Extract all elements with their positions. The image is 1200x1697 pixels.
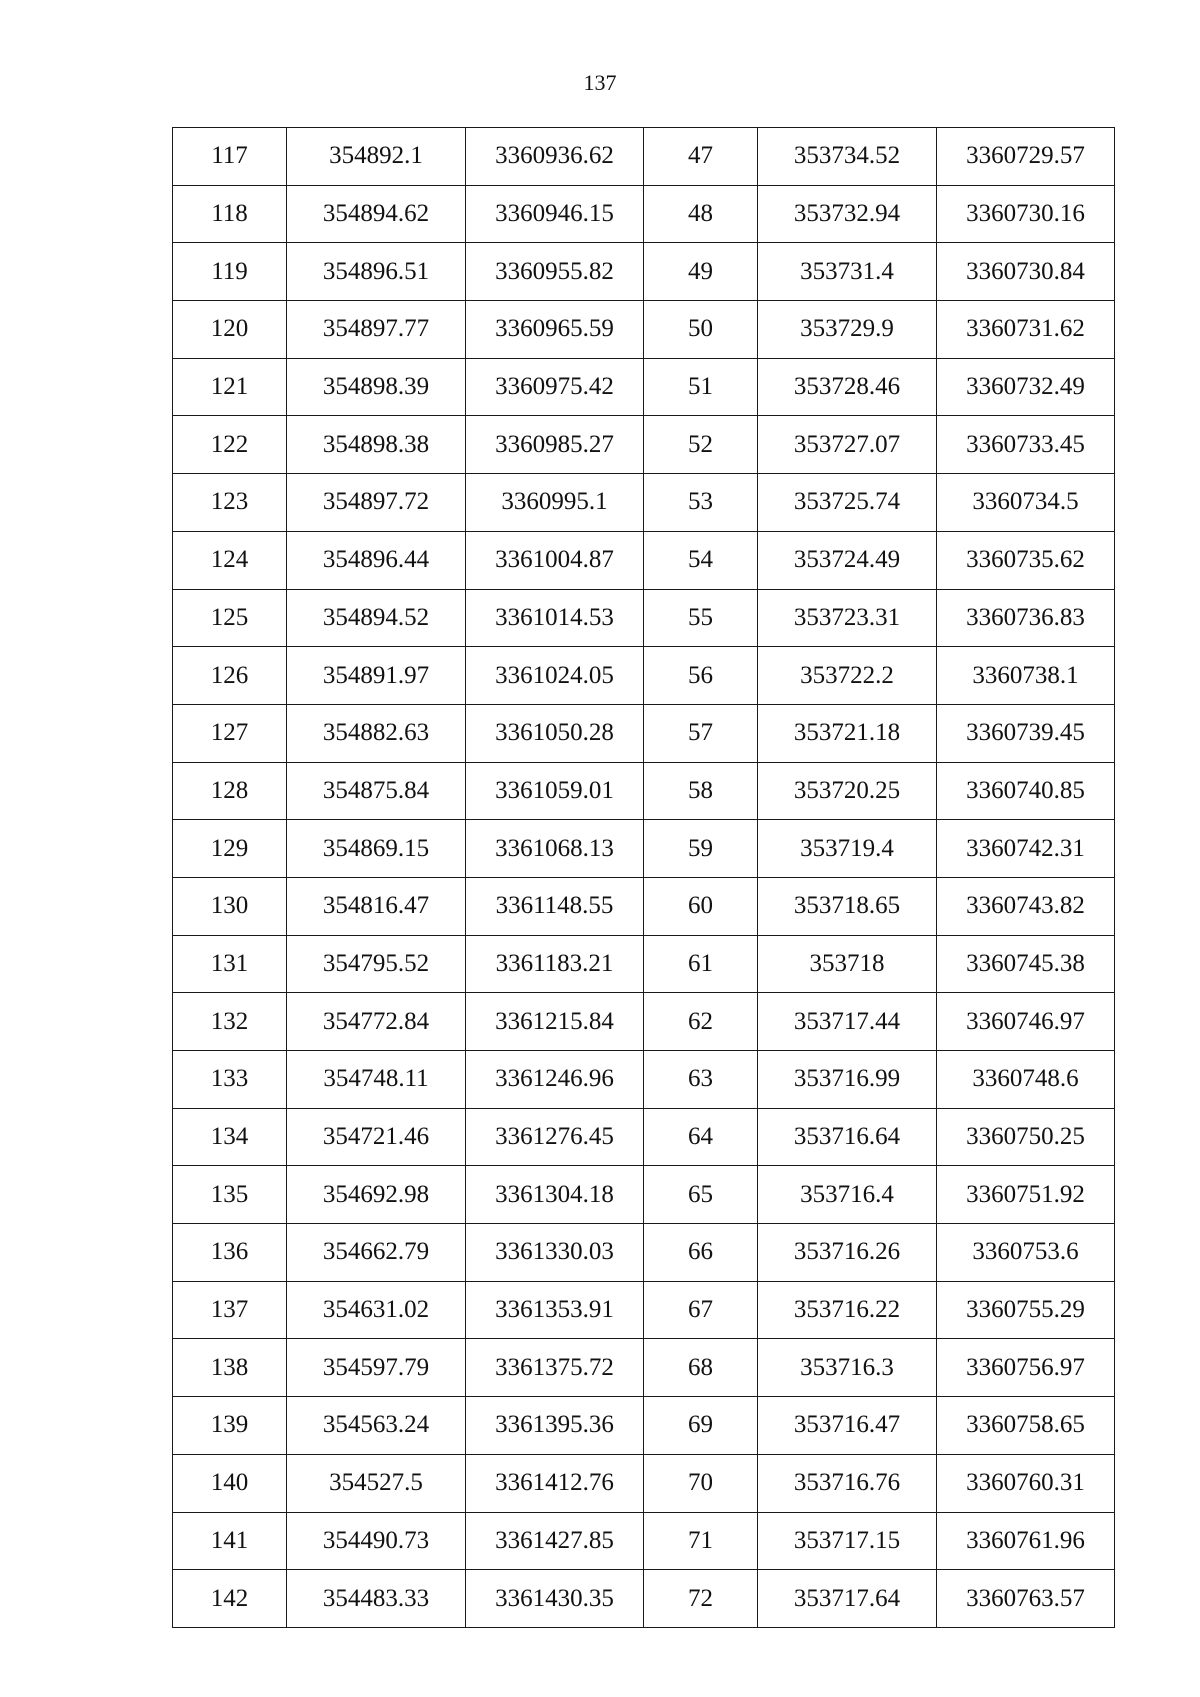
y-coord-right-cell: 3360760.31 [937,1454,1115,1512]
y-coord-left-cell: 3361375.72 [466,1339,644,1397]
y-coord-right-cell: 3360736.83 [937,589,1115,647]
x-coord-right-cell: 353722.2 [758,647,937,705]
x-coord-left-cell: 354692.98 [287,1166,466,1224]
y-coord-left-cell: 3361430.35 [466,1570,644,1628]
y-coord-right-cell: 3360738.1 [937,647,1115,705]
y-coord-left-cell: 3361412.76 [466,1454,644,1512]
point-id-right-cell: 64 [644,1108,758,1166]
x-coord-right-cell: 353716.22 [758,1281,937,1339]
y-coord-left-cell: 3360936.62 [466,128,644,186]
point-id-right-cell: 58 [644,762,758,820]
x-coord-left-cell: 354721.46 [287,1108,466,1166]
x-coord-right-cell: 353716.3 [758,1339,937,1397]
y-coord-left-cell: 3361330.03 [466,1224,644,1282]
table-row [173,704,1115,762]
y-coord-left-cell: 3361024.05 [466,647,644,705]
y-coord-right-cell: 3360753.6 [937,1224,1115,1282]
point-id-left-cell: 126 [173,647,287,705]
x-coord-left-cell: 354897.77 [287,301,466,359]
y-coord-right-cell: 3360755.29 [937,1281,1115,1339]
table-row [173,877,1115,935]
point-id-left-cell: 134 [173,1108,287,1166]
table-row [173,589,1115,647]
x-coord-left-cell: 354894.62 [287,185,466,243]
y-coord-left-cell: 3360995.1 [466,474,644,532]
table-row [173,358,1115,416]
x-coord-left-cell: 354662.79 [287,1224,466,1282]
point-id-right-cell: 61 [644,935,758,993]
y-coord-left-cell: 3361215.84 [466,993,644,1051]
point-id-right-cell: 63 [644,1051,758,1109]
point-id-right-cell: 65 [644,1166,758,1224]
point-id-left-cell: 141 [173,1512,287,1570]
x-coord-left-cell: 354772.84 [287,993,466,1051]
table-row [173,762,1115,820]
x-coord-left-cell: 354483.33 [287,1570,466,1628]
table-row [173,243,1115,301]
x-coord-right-cell: 353716.76 [758,1454,937,1512]
y-coord-right-cell: 3360732.49 [937,358,1115,416]
point-id-left-cell: 137 [173,1281,287,1339]
point-id-left-cell: 132 [173,993,287,1051]
x-coord-left-cell: 354869.15 [287,820,466,878]
x-coord-right-cell: 353719.4 [758,820,937,878]
x-coord-right-cell: 353721.18 [758,704,937,762]
y-coord-left-cell: 3360946.15 [466,185,644,243]
table-row [173,993,1115,1051]
x-coord-left-cell: 354527.5 [287,1454,466,1512]
y-coord-right-cell: 3360730.16 [937,185,1115,243]
y-coord-right-cell: 3360742.31 [937,820,1115,878]
x-coord-right-cell: 353723.31 [758,589,937,647]
point-id-right-cell: 66 [644,1224,758,1282]
y-coord-right-cell: 3360746.97 [937,993,1115,1051]
point-id-left-cell: 124 [173,531,287,589]
point-id-right-cell: 56 [644,647,758,705]
coordinate-table-body [173,128,1115,1628]
table-row [173,301,1115,359]
y-coord-right-cell: 3360758.65 [937,1397,1115,1455]
y-coord-right-cell: 3360729.57 [937,128,1115,186]
x-coord-left-cell: 354896.44 [287,531,466,589]
coordinate-table [172,127,1115,1628]
y-coord-left-cell: 3361068.13 [466,820,644,878]
y-coord-left-cell: 3361304.18 [466,1166,644,1224]
point-id-left-cell: 125 [173,589,287,647]
x-coord-right-cell: 353716.99 [758,1051,937,1109]
table-row [173,531,1115,589]
table-row [173,1224,1115,1282]
point-id-left-cell: 131 [173,935,287,993]
table-row [173,1454,1115,1512]
x-coord-right-cell: 353727.07 [758,416,937,474]
page-number: 137 [583,70,617,95]
point-id-left-cell: 128 [173,762,287,820]
table-row [173,1397,1115,1455]
x-coord-left-cell: 354898.38 [287,416,466,474]
x-coord-right-cell: 353729.9 [758,301,937,359]
y-coord-right-cell: 3360743.82 [937,877,1115,935]
y-coord-right-cell: 3360763.57 [937,1570,1115,1628]
table-row [173,185,1115,243]
y-coord-right-cell: 3360733.45 [937,416,1115,474]
point-id-left-cell: 121 [173,358,287,416]
point-id-left-cell: 139 [173,1397,287,1455]
x-coord-right-cell: 353725.74 [758,474,937,532]
y-coord-left-cell: 3361276.45 [466,1108,644,1166]
point-id-left-cell: 119 [173,243,287,301]
x-coord-right-cell: 353716.47 [758,1397,937,1455]
point-id-right-cell: 62 [644,993,758,1051]
x-coord-right-cell: 353717.44 [758,993,937,1051]
point-id-right-cell: 68 [644,1339,758,1397]
x-coord-left-cell: 354631.02 [287,1281,466,1339]
x-coord-left-cell: 354891.97 [287,647,466,705]
point-id-left-cell: 127 [173,704,287,762]
point-id-left-cell: 120 [173,301,287,359]
x-coord-left-cell: 354563.24 [287,1397,466,1455]
table-row [173,1166,1115,1224]
point-id-right-cell: 59 [644,820,758,878]
point-id-right-cell: 51 [644,358,758,416]
point-id-right-cell: 57 [644,704,758,762]
y-coord-left-cell: 3361059.01 [466,762,644,820]
y-coord-left-cell: 3361395.36 [466,1397,644,1455]
x-coord-left-cell: 354894.52 [287,589,466,647]
x-coord-left-cell: 354597.79 [287,1339,466,1397]
y-coord-left-cell: 3360975.42 [466,358,644,416]
table-row [173,1051,1115,1109]
point-id-left-cell: 138 [173,1339,287,1397]
x-coord-left-cell: 354795.52 [287,935,466,993]
x-coord-right-cell: 353718 [758,935,937,993]
table-row [173,935,1115,993]
x-coord-right-cell: 353724.49 [758,531,937,589]
x-coord-left-cell: 354892.1 [287,128,466,186]
y-coord-left-cell: 3361353.91 [466,1281,644,1339]
y-coord-left-cell: 3361004.87 [466,531,644,589]
point-id-right-cell: 47 [644,128,758,186]
y-coord-left-cell: 3361183.21 [466,935,644,993]
y-coord-right-cell: 3360731.62 [937,301,1115,359]
table-row [173,820,1115,878]
point-id-right-cell: 48 [644,185,758,243]
table-row [173,1512,1115,1570]
x-coord-left-cell: 354875.84 [287,762,466,820]
table-row [173,1339,1115,1397]
table-row [173,128,1115,186]
point-id-right-cell: 53 [644,474,758,532]
y-coord-left-cell: 3360955.82 [466,243,644,301]
x-coord-left-cell: 354748.11 [287,1051,466,1109]
point-id-right-cell: 55 [644,589,758,647]
x-coord-right-cell: 353716.26 [758,1224,937,1282]
y-coord-right-cell: 3360735.62 [937,531,1115,589]
point-id-left-cell: 136 [173,1224,287,1282]
y-coord-right-cell: 3360739.45 [937,704,1115,762]
point-id-right-cell: 72 [644,1570,758,1628]
x-coord-left-cell: 354882.63 [287,704,466,762]
y-coord-right-cell: 3360734.5 [937,474,1115,532]
point-id-left-cell: 142 [173,1570,287,1628]
point-id-right-cell: 50 [644,301,758,359]
x-coord-left-cell: 354896.51 [287,243,466,301]
y-coord-right-cell: 3360761.96 [937,1512,1115,1570]
y-coord-right-cell: 3360730.84 [937,243,1115,301]
x-coord-left-cell: 354898.39 [287,358,466,416]
x-coord-right-cell: 353720.25 [758,762,937,820]
point-id-right-cell: 67 [644,1281,758,1339]
point-id-right-cell: 70 [644,1454,758,1512]
y-coord-left-cell: 3361148.55 [466,877,644,935]
point-id-right-cell: 71 [644,1512,758,1570]
point-id-left-cell: 135 [173,1166,287,1224]
table-row [173,1108,1115,1166]
point-id-right-cell: 69 [644,1397,758,1455]
point-id-left-cell: 123 [173,474,287,532]
point-id-left-cell: 129 [173,820,287,878]
y-coord-right-cell: 3360740.85 [937,762,1115,820]
x-coord-right-cell: 353716.64 [758,1108,937,1166]
point-id-right-cell: 60 [644,877,758,935]
point-id-left-cell: 130 [173,877,287,935]
point-id-left-cell: 118 [173,185,287,243]
y-coord-right-cell: 3360750.25 [937,1108,1115,1166]
y-coord-right-cell: 3360751.92 [937,1166,1115,1224]
point-id-right-cell: 52 [644,416,758,474]
y-coord-right-cell: 3360748.6 [937,1051,1115,1109]
table-row [173,1281,1115,1339]
table-row [173,647,1115,705]
y-coord-left-cell: 3360965.59 [466,301,644,359]
x-coord-left-cell: 354897.72 [287,474,466,532]
table-row [173,1570,1115,1628]
point-id-right-cell: 49 [644,243,758,301]
y-coord-left-cell: 3361014.53 [466,589,644,647]
y-coord-left-cell: 3361427.85 [466,1512,644,1570]
x-coord-right-cell: 353716.4 [758,1166,937,1224]
x-coord-right-cell: 353732.94 [758,185,937,243]
table-row [173,474,1115,532]
x-coord-right-cell: 353734.52 [758,128,937,186]
point-id-right-cell: 54 [644,531,758,589]
x-coord-right-cell: 353718.65 [758,877,937,935]
x-coord-right-cell: 353717.64 [758,1570,937,1628]
x-coord-left-cell: 354816.47 [287,877,466,935]
point-id-left-cell: 140 [173,1454,287,1512]
x-coord-right-cell: 353717.15 [758,1512,937,1570]
y-coord-left-cell: 3360985.27 [466,416,644,474]
point-id-left-cell: 133 [173,1051,287,1109]
table-row [173,416,1115,474]
point-id-left-cell: 117 [173,128,287,186]
x-coord-left-cell: 354490.73 [287,1512,466,1570]
x-coord-right-cell: 353728.46 [758,358,937,416]
y-coord-left-cell: 3361050.28 [466,704,644,762]
y-coord-right-cell: 3360745.38 [937,935,1115,993]
y-coord-right-cell: 3360756.97 [937,1339,1115,1397]
y-coord-left-cell: 3361246.96 [466,1051,644,1109]
x-coord-right-cell: 353731.4 [758,243,937,301]
point-id-left-cell: 122 [173,416,287,474]
